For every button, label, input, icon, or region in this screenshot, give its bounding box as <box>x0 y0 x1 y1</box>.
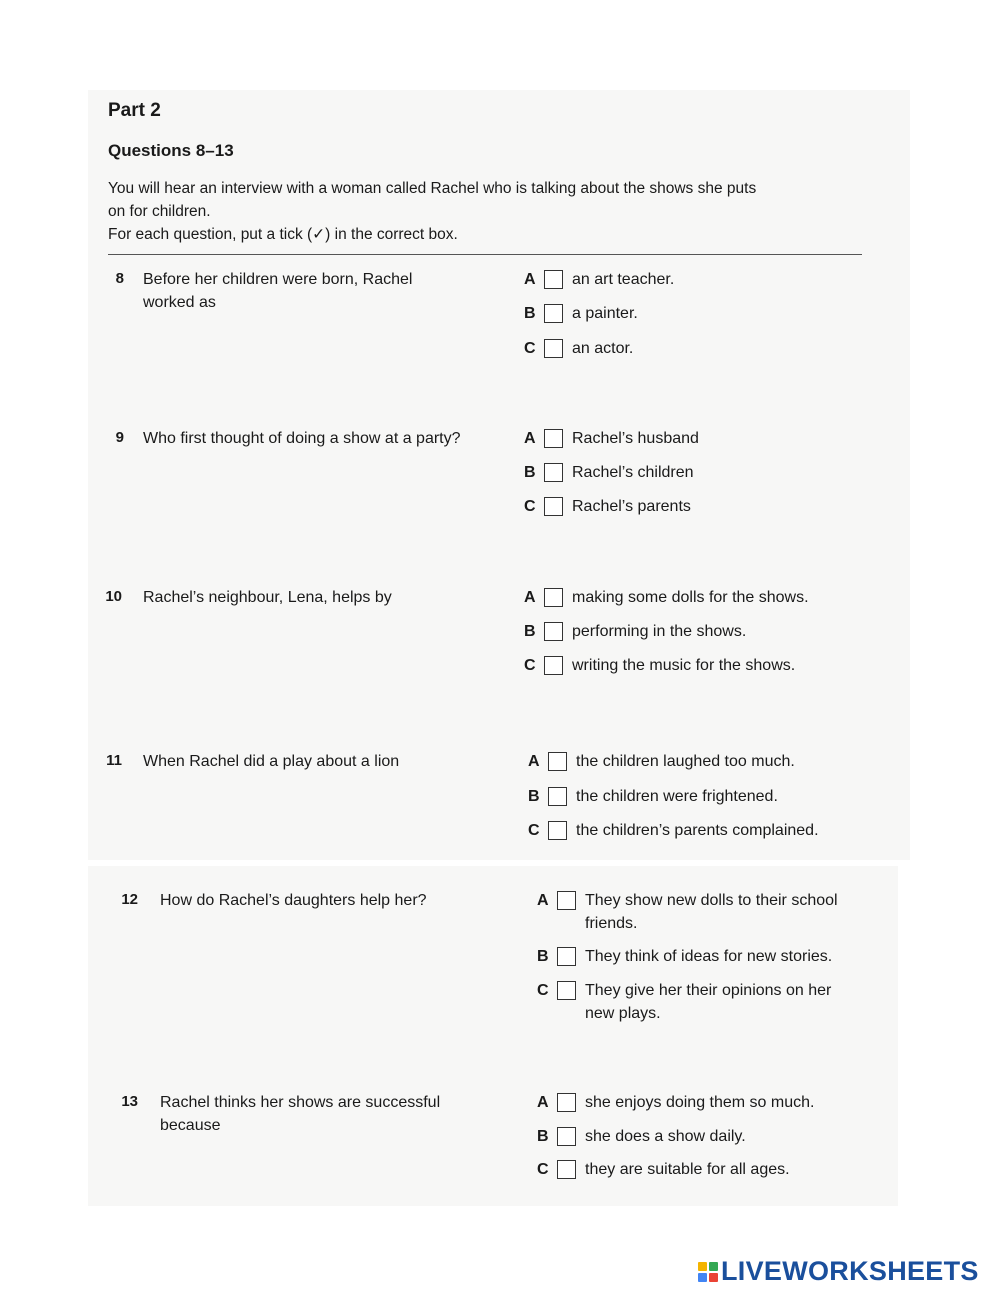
tick-box[interactable] <box>544 622 563 641</box>
logo-block <box>698 1262 707 1271</box>
option-10b[interactable] <box>524 620 746 643</box>
option-text <box>585 889 838 935</box>
option-8a[interactable] <box>524 268 674 291</box>
option-text: They think of ideas for new stories. <box>585 948 833 965</box>
tick-box[interactable] <box>548 821 567 840</box>
tick-box[interactable] <box>544 497 563 516</box>
option-letter: B <box>537 1128 549 1145</box>
option-text-line: They show new dolls to their school <box>585 892 838 909</box>
option-text <box>585 979 831 1025</box>
option-13a[interactable] <box>537 1091 814 1114</box>
tick-box[interactable] <box>557 1127 576 1146</box>
option-10a[interactable] <box>524 586 809 609</box>
tick-box[interactable] <box>557 981 576 1000</box>
question-text <box>143 750 483 773</box>
option-letter: C <box>524 498 536 515</box>
tick-box[interactable] <box>557 947 576 966</box>
option-letter: C <box>537 982 549 999</box>
question-text-line: because <box>160 1117 221 1134</box>
question-text-line: worked as <box>143 294 216 311</box>
logo-block <box>709 1273 718 1282</box>
option-text: she does a show daily. <box>585 1128 746 1145</box>
logo-text: LIVEWORKSHEETS <box>721 1256 979 1286</box>
option-letter: B <box>537 948 549 965</box>
logo-block <box>709 1262 718 1271</box>
option-letter: A <box>524 271 536 288</box>
option-text: they are suitable for all ages. <box>585 1161 790 1178</box>
option-11a[interactable] <box>528 750 795 773</box>
option-letter: C <box>524 657 536 674</box>
option-11c[interactable] <box>528 819 819 842</box>
option-text-line: They give her their opinions on her <box>585 982 832 999</box>
option-text: the children’s parents complained. <box>576 822 819 839</box>
option-letter: A <box>537 1094 549 1111</box>
instructions-line: For each question, put a tick (✓) in the correct box. <box>108 226 458 243</box>
option-text: the children were frightened. <box>576 788 778 805</box>
tick-box[interactable] <box>544 656 563 675</box>
question-text-line: Rachel’s neighbour, Lena, helps by <box>143 589 392 606</box>
question-number: 9 <box>115 429 124 446</box>
option-letter: B <box>528 788 540 805</box>
part-title: Part 2 <box>108 100 161 121</box>
option-11b[interactable] <box>528 785 778 808</box>
option-text: an art teacher. <box>572 271 675 288</box>
instructions-line: You will hear an interview with a woman called Rachel who is talking about the shows she puts <box>108 180 757 197</box>
question-text-line: Who first thought of doing a show at a party? <box>143 430 461 447</box>
question-number: 12 <box>121 891 138 908</box>
question-text <box>160 1091 500 1137</box>
tick-box[interactable] <box>544 304 563 323</box>
option-text: she enjoys doing them so much. <box>585 1094 815 1111</box>
option-9a[interactable] <box>524 427 699 450</box>
tick-box[interactable] <box>544 429 563 448</box>
option-letter: C <box>528 822 540 839</box>
option-letter: B <box>524 305 536 322</box>
question-text-line: When Rachel did a play about a lion <box>143 753 400 770</box>
option-letter: A <box>528 753 540 770</box>
logo-blocks-icon <box>698 1262 718 1282</box>
question-text <box>160 889 500 912</box>
option-8c[interactable] <box>524 337 633 360</box>
option-text: a painter. <box>572 305 638 322</box>
option-letter: C <box>524 340 536 357</box>
option-text-line: friends. <box>585 915 638 932</box>
question-text <box>143 586 483 609</box>
liveworksheets-logo[interactable] <box>698 1256 979 1287</box>
tick-box[interactable] <box>548 752 567 771</box>
question-number: 8 <box>115 270 124 287</box>
question-number: 13 <box>121 1093 138 1110</box>
tick-box[interactable] <box>544 270 563 289</box>
option-text: making some dolls for the shows. <box>572 589 809 606</box>
option-letter: A <box>524 430 536 447</box>
option-letter: C <box>537 1161 549 1178</box>
question-number: 10 <box>105 588 122 605</box>
question-text-line: Rachel thinks her shows are successful <box>160 1094 441 1111</box>
option-text: writing the music for the shows. <box>572 657 796 674</box>
option-13b[interactable] <box>537 1125 746 1148</box>
tick-box[interactable] <box>544 339 563 358</box>
question-number: 11 <box>106 752 122 769</box>
question-text <box>143 427 513 450</box>
question-text <box>143 268 483 314</box>
option-12a[interactable] <box>537 889 838 935</box>
option-letter: B <box>524 464 536 481</box>
tick-box[interactable] <box>544 463 563 482</box>
option-text: performing in the shows. <box>572 623 747 640</box>
instructions <box>108 177 853 246</box>
question-text-line: How do Rachel’s daughters help her? <box>160 892 427 909</box>
divider <box>108 254 862 255</box>
tick-box[interactable] <box>544 588 563 607</box>
option-text: Rachel’s parents <box>572 498 691 515</box>
logo-block <box>698 1273 707 1282</box>
tick-box[interactable] <box>548 787 567 806</box>
option-12c[interactable] <box>537 979 831 1025</box>
tick-box[interactable] <box>557 891 576 910</box>
option-9c[interactable] <box>524 495 691 518</box>
questions-range: Questions 8–13 <box>108 141 234 160</box>
option-text-line: new plays. <box>585 1005 661 1022</box>
question-text-line: Before her children were born, Rachel <box>143 271 413 288</box>
option-text: an actor. <box>572 340 634 357</box>
tick-box[interactable] <box>557 1093 576 1112</box>
option-letter: B <box>524 623 536 640</box>
option-letter: A <box>537 892 549 909</box>
instructions-line: on for children. <box>108 203 211 220</box>
option-12b[interactable] <box>537 945 832 968</box>
option-letter: A <box>524 589 536 606</box>
option-13c[interactable] <box>537 1158 790 1181</box>
option-text: Rachel’s children <box>572 464 694 481</box>
option-text: Rachel’s husband <box>572 430 699 447</box>
option-8b[interactable] <box>524 302 638 325</box>
option-text: the children laughed too much. <box>576 753 795 770</box>
option-10c[interactable] <box>524 654 795 677</box>
tick-box[interactable] <box>557 1160 576 1179</box>
option-9b[interactable] <box>524 461 694 484</box>
